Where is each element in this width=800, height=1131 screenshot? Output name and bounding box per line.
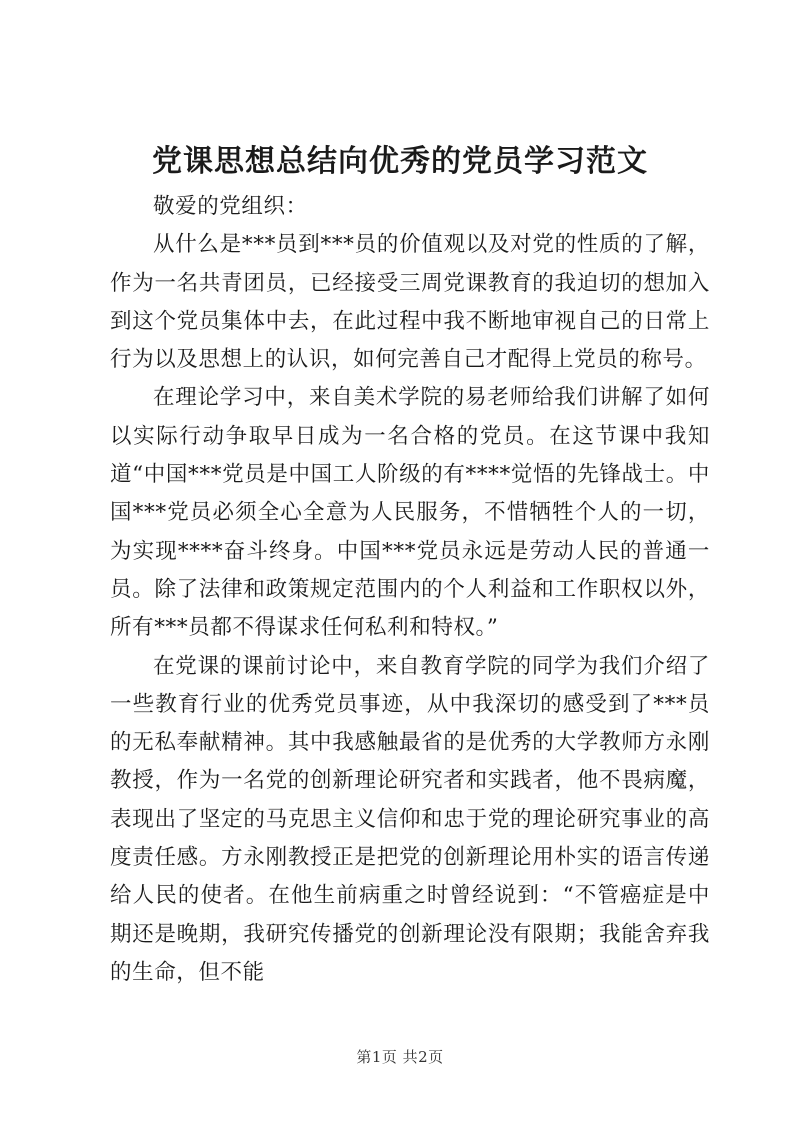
document-title: 党课思想总结向优秀的党员学习范文 xyxy=(152,144,648,179)
paragraph-3: 在党课的课前讨论中，来自教育学院的同学为我们介绍了一些教育行业的优秀党员事迹，从中我深切的感受到了***员的无私奉献精神。其中我感触最省的是优秀的大学教师方永刚教授，作为一名党的创新理论研究者和实践者，他不畏病魔，表现出了坚定的马克思主义信仰和忠于党的理论研究事业的高度责任感。方永刚教授正是把党的创新理论用朴实的语言传递给人民的使者。在他生前病重之时曾经说到：“不管癌症是中期还是晚期，我研究传播党的创新理论没有限期；我能舍弃我的生命，但不能 xyxy=(110,653,710,985)
paragraph-2: 在理论学习中，来自美术学院的易老师给我们讲解了如何以实际行动争取早日成为一名合格的党员。在这节课中我知道“中国***党员是中国工人阶级的有****觉悟的先锋战士。中国***党员必须全心全意为人民服务，不惜牺牲个人的一切，为实现****奋斗终身。中国***党员永远是劳动人民的普通一员。除了法律和政策规定范围内的个人利益和工作职权以外，所有***员都不得谋求任何私利和特权。” xyxy=(110,385,710,641)
salutation: 敬爱的党组织： xyxy=(153,194,308,219)
page-footer: 第1页 共2页 xyxy=(356,1048,444,1066)
paragraph-1: 从什么是***员到***员的价值观以及对党的性质的了解，作为一名共青团员，已经接受三周党课教育的我迫切的想加入到这个党员集体中去，在此过程中我不断地审视自己的日常上行为以及思想上的认识，如何完善自己才配得上党员的称号。 xyxy=(110,232,710,373)
document-body xyxy=(110,188,710,992)
